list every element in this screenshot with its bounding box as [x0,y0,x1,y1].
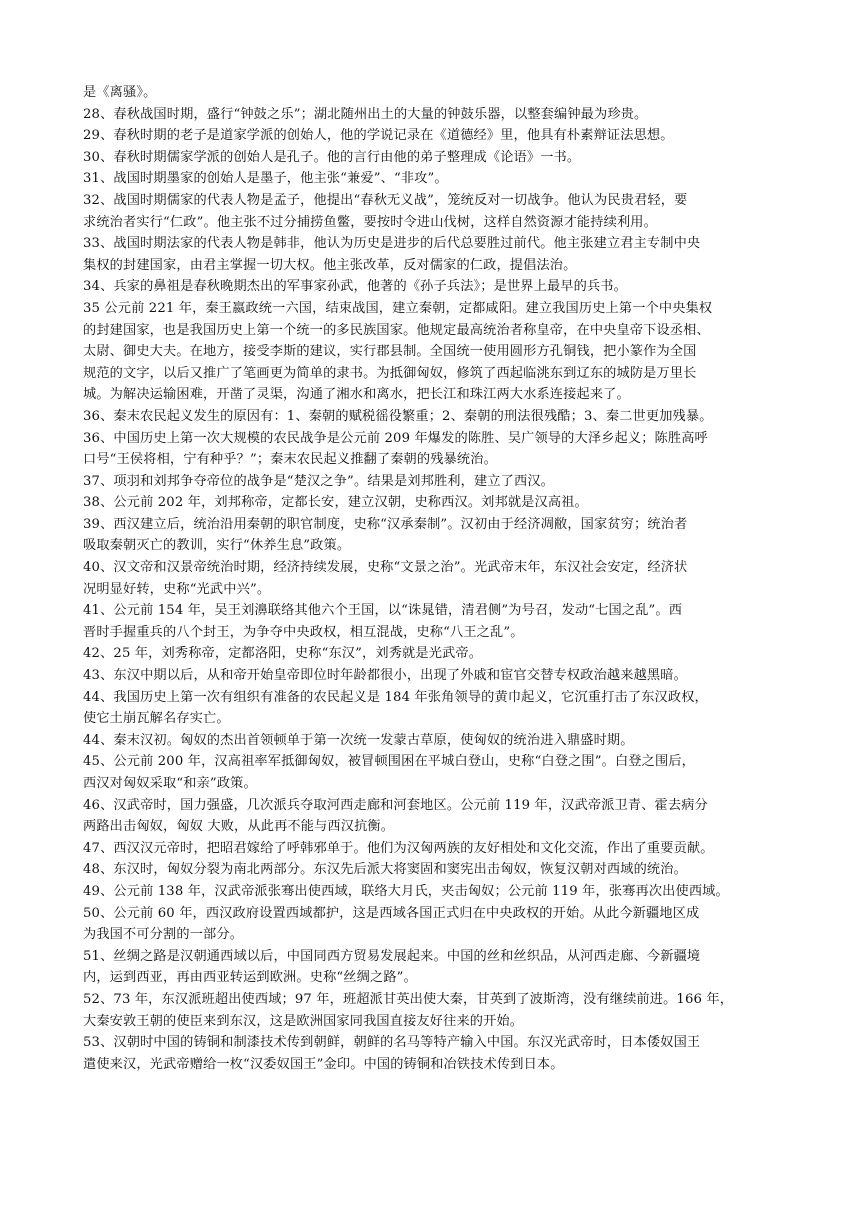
paragraph-line: 规范的文字，以后又推广了笔画更为简单的隶书。为抵御匈奴，修筑了西起临洮东到辽东的城防是万里长 [83,365,697,381]
paragraph-line: 大秦安敦王朝的使臣来到东汉，这是欧洲国家同我国直接友好往来的开始。 [83,1013,524,1029]
paragraph-line: 集权的封建国家，由君主掌握一切大权。他主张改革，反对儒家的仁政，提倡法治。 [83,257,577,273]
paragraph-line: 太尉、御史大夫。在地方，接受李斯的建议，实行郡县制。全国统一使用圆形方孔铜钱，把小篆作为全国 [83,344,697,360]
paragraph-line: 西汉对匈奴采取“和亲”政策。 [83,776,257,791]
history-paragraph [83,190,783,233]
history-paragraph [83,751,783,794]
history-paragraph [83,1032,783,1075]
history-paragraph [83,643,783,665]
history-paragraph [83,168,783,190]
history-paragraph [83,600,783,643]
paragraph-line: 39、西汉建立后，统治沿用秦朝的职官制度，史称“汉承秦制”。汉初由于经济凋敝，国家贫穷；统治者 [83,516,688,532]
paragraph-line: 45、公元前 200 年，汉高祖率军抵御匈奴，被冒顿围困在平城白登山，史称“白登之围”。白登之围后， [83,754,696,770]
history-paragraph [83,557,783,600]
paragraph-line: 43、东汉中期以后，从和帝开始皇帝即位时年龄都很小，出现了外戚和宦官交替专权政治越来越黑暗。 [83,668,687,684]
history-paragraph [83,82,783,104]
paragraph-line: 31、战国时期墨家的创始人是墨子，他主张“兼爱”、“非攻”。 [83,171,448,187]
paragraph-line: 48、东汉时，匈奴分裂为南北两部分。东汉先后派大将窦固和窦宪出击匈奴，恢复汉朝对西域的统治。 [83,862,687,878]
history-paragraph [83,838,783,860]
paragraph-line: 30、春秋时期儒家学派的创始人是孔子。他的言行由他的弟子整理成《论语》一书。 [83,149,581,165]
paragraph-line: 28、春秋战国时期，盛行“钟鼓之乐”；湖北随州出土的大量的钟鼓乐器，以整套编钟最为珍贵。 [83,106,648,122]
history-paragraph [83,125,783,147]
paragraph-line: 吸取秦朝灭亡的教训，实行“休养生息”政策。 [83,538,351,554]
paragraph-line: 33、战国时期法家的代表人物是韩非，他认为历史是进步的后代总要胜过前代。他主张建立君主专制中央 [83,236,701,252]
paragraph-line: 城。为解决运输困难，开凿了灵渠，沟通了湘水和离水，把长江和珠江两大水系连接起来了。 [83,387,630,403]
paragraph-line: 47、西汉汉元帝时，把昭君嫁给了呼韩邪单于。他们为汉匈两族的友好相处和文化交流，作出了重要贡献。 [83,840,714,856]
history-paragraph [83,276,783,298]
paragraph-line: 49、公元前 138 年，汉武帝派张骞出使西域，联络大月氏，夹击匈奴；公元前 119 年，张骞再次出使西域。 [83,883,729,899]
history-paragraph [83,471,783,493]
paragraph-line: 52、73 年，东汉派班超出使西域；97 年，班超派甘英出使大秦，甘英到了波斯湾，没有继续前进。166 年， [83,991,734,1007]
paragraph-line: 29、春秋时期的老子是道家学派的创始人，他的学说记录在《道德经》里，他具有朴素辩证法思想。 [83,128,674,144]
paragraph-line: 为我国不可分割的一部分。 [83,927,244,943]
paragraph-line: 53、汉朝时中国的铸铜和制漆技术传到朝鲜，朝鲜的名马等特产输入中国。东汉光武帝时，日本倭奴国王 [83,1035,701,1051]
paragraph-line: 50、公元前 60 年，西汉政府设置西域都护，这是西域各国正式归在中央政权的开始。从此今新疆地区成 [83,905,700,921]
paragraph-line: 41、公元前 154 年，吴王刘濞联络其他六个王国，以“诛晁错，清君侧”为号召，发动“七国之乱”。西 [83,603,683,619]
history-paragraph [83,428,783,471]
paragraph-line: 晋时手握重兵的八个封王，为争夺中央政权，相互混战，史称“八王之乱”。 [83,624,524,640]
paragraph-line: 36、中国历史上第一次大规模的农民战争是公元前 209 年爆发的陈胜、吴广领导的大泽乡起义；陈胜高呼 [83,430,708,446]
paragraph-line: 使它土崩瓦解名存实亡。 [83,711,230,727]
history-paragraph [83,795,783,838]
paragraph-line: 遣使来汉，光武帝赠给一枚“汉委奴国王”金印。中国的铸铜和冶铁技术传到日本。 [83,1056,564,1072]
history-paragraph [83,233,783,276]
paragraph-line: 的封建国家，也是我国历史上第一个统一的多民族国家。他规定最高统治者称皇帝，在中央皇帝下设丞相、 [83,322,710,338]
history-paragraph [83,147,783,169]
paragraph-line: 36、秦末农民起义发生的原因有：1、秦朝的赋税徭役繁重；2、秦朝的刑法很残酷；3、秦二世更加残暴。 [83,408,713,424]
history-paragraph [83,406,783,428]
paragraph-line: 38、公元前 202 年，刘邦称帝，定都长安，建立汉朝，史称西汉。刘邦就是汉高祖。 [83,495,588,511]
history-paragraph [83,665,783,687]
history-paragraph [83,298,783,406]
history-paragraph [83,514,783,557]
paragraph-line: 况明显好转，史称“光武中兴”。 [83,581,271,597]
document-body [83,82,783,1075]
paragraph-line: 32、战国时期儒家的代表人物是孟子，他提出“春秋无义战”，笼统反对一切战争。他认为民贵君轻，要 [83,192,688,208]
history-paragraph [83,946,783,989]
paragraph-line: 44、秦末汉初。匈奴的杰出首领顿单于第一次统一发蒙古草原，使匈奴的统治进入鼎盛时期。 [83,732,634,748]
history-paragraph [83,881,783,903]
history-paragraph [83,730,783,752]
paragraph-line: 35 公元前 221 年，秦王嬴政统一六国，结束战国，建立秦朝，定都咸阳。建立我国历史上第一个中央集权 [83,300,713,316]
paragraph-line: 40、汉文帝和汉景帝统治时期，经济持续发展，史称“文景之治”。光武帝末年，东汉社会安定，经济状 [83,560,688,576]
paragraph-line: 口号“王侯将相，宁有种乎？”；秦末农民起义推翻了秦朝的残暴统治。 [83,452,497,468]
paragraph-line: 求统治者实行“仁政”。他主张不过分捕捞鱼鳖，要按时令进山伐树，这样自然资源才能持续利用。 [83,214,657,230]
history-paragraph [83,687,783,730]
paragraph-line: 37、项羽和刘邦争夺帝位的战争是“楚汉之争”。结果是刘邦胜利，建立了西汉。 [83,473,554,489]
history-paragraph [83,492,783,514]
history-paragraph [83,989,783,1032]
paragraph-line: 内，运到西亚，再由西亚转运到欧洲。史称“丝绸之路”。 [83,970,417,986]
history-paragraph [83,903,783,946]
history-paragraph [83,104,783,126]
paragraph-line: 34、兵家的鼻祖是春秋晚期杰出的军事家孙武，他著的《孙子兵法》；是世界上最早的兵书。 [83,279,627,295]
paragraph-line: 两路出击匈奴，匈奴 大败，从此再不能与西汉抗衡。 [83,819,395,835]
paragraph-line: 51、丝绸之路是汉朝通西域以后，中国同西方贸易发展起来。中国的丝和丝织品，从河西走廊、今新疆境 [83,948,701,964]
paragraph-line: 42、25 年，刘秀称帝，定都洛阳，史称“东汉”，刘秀就是光武帝。 [83,646,483,662]
paragraph-line: 46、汉武帝时，国力强盛，几次派兵夺取河西走廊和河套地区。公元前 119 年，汉武帝派卫青、霍去病分 [83,797,708,813]
history-paragraph [83,859,783,881]
paragraph-line: 44、我国历史上第一次有组织有准备的农民起义是 184 年张角领导的黄巾起义，它沉重打击了东汉政权， [83,689,708,705]
paragraph-line: 是《离骚》。 [83,85,157,100]
